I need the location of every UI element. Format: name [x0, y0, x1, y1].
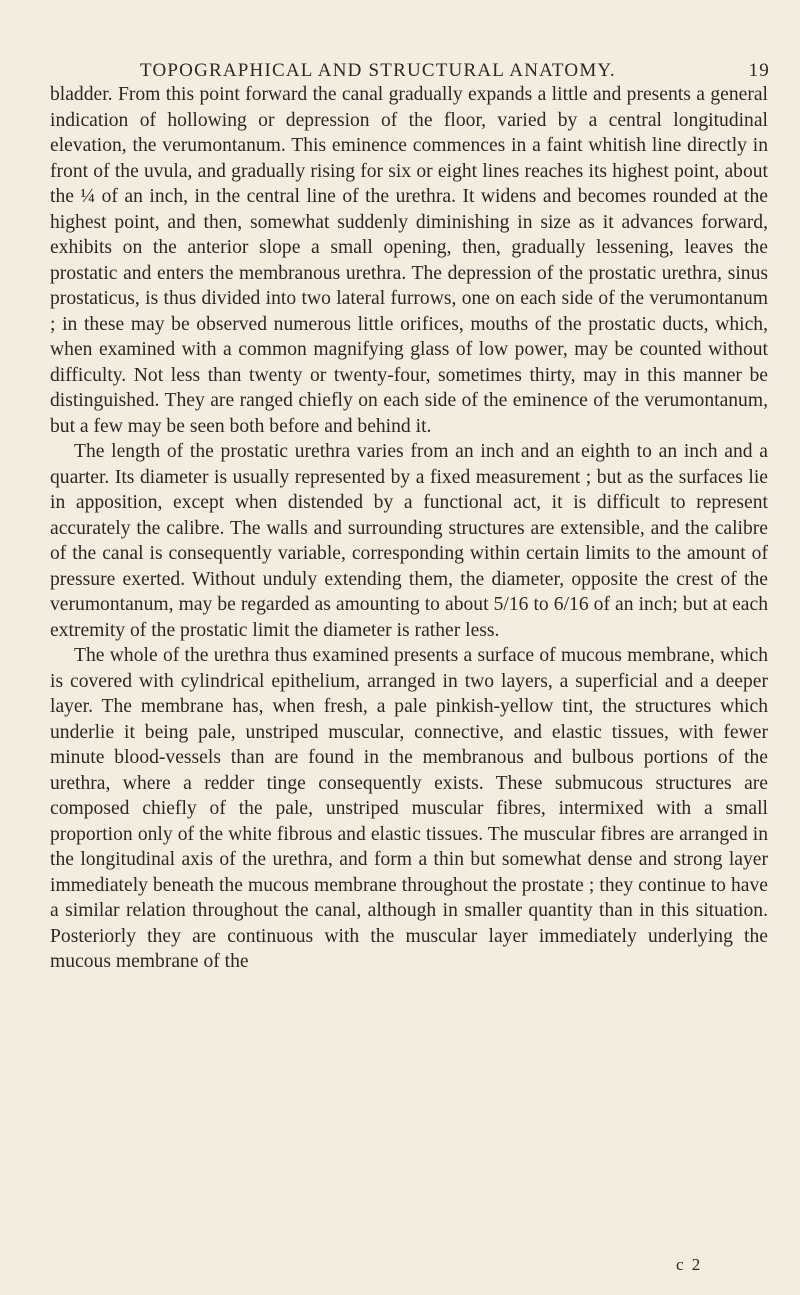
paragraph: The whole of the urethra thus examined presents a surface of mucous membrane, which is covered with cylindrical epithelium, arranged in two layers, a superficial and a deeper layer. The membrane has, when fresh, a pale pinkish-yellow tint, the structures which underlie it being pale, unstriped muscular, connective, and elastic tissues, with fewer minute blood-vessels than are found in the membranous and bulbous portions of the urethra, where a redder tinge consequently exists. These submucous structures are composed chiefly of the pale, unstriped muscular fibres, intermixed with a small proportion only of the white fibrous and elastic tissues. The muscular fibres are arranged in the longitudinal axis of the urethra, and form a thin but somewhat dense and strong layer immediately beneath the mucous membrane throughout the prostate ; they continue to have a similar relation throughout the canal, although in smaller quantity than in this situation. Posteriorly they are continuous with the muscular layer immediately underlying the mucous membrane of the: [50, 645, 768, 972]
signature-mark: c 2: [676, 1255, 703, 1274]
paragraph: The length of the prostatic urethra varies from an inch and an eighth to an inch and a quarter. Its diameter is usually represented by a fixed measurement ; but as the surfaces lie in apposition, except when distended by a functional act, it is difficult to represent accurately the calibre. The walls and surrounding structures are extensible, and the calibre of the canal is consequently variable, corresponding within certain limits to the amount of pressure exerted. Without unduly extending them, the diameter, opposite the crest of the verumontanum, may be regarded as amounting to about 5/16 to 6/16 of an inch; but at each extremity of the prostatic limit the diameter is rather less.: [50, 441, 768, 641]
paragraph: bladder. From this point forward the canal gradually expands a little and presents a general indication of hollowing or depression of the floor, varied by a central longitudinal elevation, the verumontanum. This eminence commences in a faint whitish line directly in front of the uvula, and gradually rising for six or eight lines reaches its highest point, about the ¼ of an inch, in the central line of the urethra. It widens and becomes rounded at the highest point, and then, somewhat suddenly diminishing in size as it advances forward, exhibits on the anterior slope a small opening, then, gradually lessening, leaves the prostatic and enters the membranous urethra. The depression of the prostatic urethra, sinus prostaticus, is thus divided into two lateral furrows, one on each side of the verumontanum ; in these may be observed numerous little orifices, mouths of the prostatic ducts, which, when examined with a common magnifying glass of low power, may be counted without difficulty. Not less than twenty or twenty-four, sometimes thirty, may in this manner be distinguished. They are ranged chiefly on each side of the eminence of the verumontanum, but a few may be seen both before and behind it.: [50, 84, 768, 437]
running-title: TOPOGRAPHICAL AND STRUCTURAL ANATOMY.: [140, 60, 616, 81]
body-text: [50, 82, 768, 975]
page-number: 19: [748, 60, 770, 81]
